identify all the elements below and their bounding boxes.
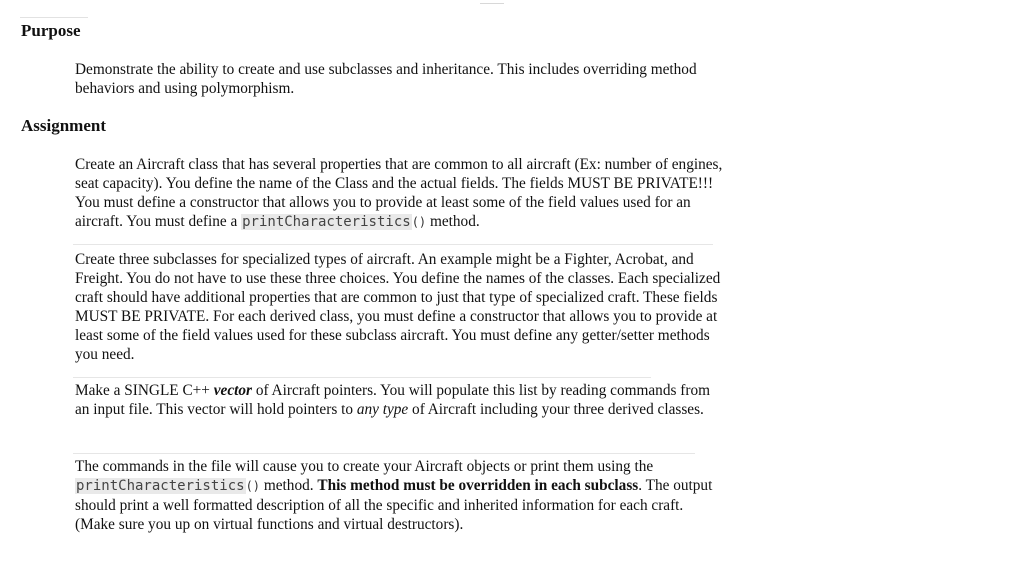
p4-after: . The output should print a well formatted description of all the specific and inherited information for each craft. (Make sure you up on virtual functions and virtual destructors).: [75, 477, 713, 533]
p3-before: Make a SINGLE C++: [75, 382, 214, 399]
purpose-heading: Purpose: [21, 21, 81, 40]
override-requirement: This method must be overridden in each subclass: [317, 477, 639, 494]
paragraph-separator: [73, 453, 695, 454]
assignment-paragraph-4: [75, 457, 723, 534]
heading-rule: [20, 17, 88, 18]
paragraph-separator: [73, 377, 651, 378]
assignment-paragraph-2: Create three subclasses for specialized types of aircraft. An example might be a Fighter, Acrobat, and Freight. You do not have to use these three choices. You define the names of the classes. Each specialized craft should have additional properties that are common to just that type of specialized craft. These fields MUST BE PRIVATE. For each derived class, you must define a constructor that allows you to provide at least some of the field values used for these subclass aircraft. You must define any getter/setter methods you need.: [75, 251, 721, 363]
p1-text: Create an Aircraft class that has several properties that are common to all aircraft (Ex: number of engines, seat capacity). You define the name of the Class and the actual fields. The fields MUST BE PRIVATE!!! You must define a constructor that allows you to provide at least some of the field values used for an aircraft. You must define a: [75, 156, 723, 230]
method-parens: (): [411, 215, 427, 229]
assignment-paragraph-3: [75, 381, 723, 419]
p4-before: The commands in the file will cause you to create your Aircraft objects or print them using the: [75, 458, 654, 475]
assignment-paragraph-1: [75, 155, 723, 232]
p1-end: method.: [426, 213, 480, 230]
print-characteristics-code: printCharacteristics: [76, 478, 245, 494]
any-type-emphasis: any type: [356, 401, 409, 418]
top-edge-mark: [480, 0, 504, 4]
purpose-paragraph: Demonstrate the ability to create and use subclasses and inheritance. This includes overriding method behaviors and using polymorphism.: [75, 61, 697, 97]
p4-middle: method.: [260, 477, 318, 494]
paragraph-separator: [73, 244, 713, 245]
method-parens: (): [245, 479, 261, 493]
p3-middle: of Aircraft pointers. You will populate this list by reading commands from an input file. This vector will hold pointers to: [75, 382, 710, 418]
assignment-heading: Assignment: [21, 116, 107, 135]
print-characteristics-code: printCharacteristics: [242, 214, 411, 230]
p3-after: of Aircraft including your three derived classes.: [408, 401, 704, 418]
vector-keyword: vector: [213, 382, 252, 399]
